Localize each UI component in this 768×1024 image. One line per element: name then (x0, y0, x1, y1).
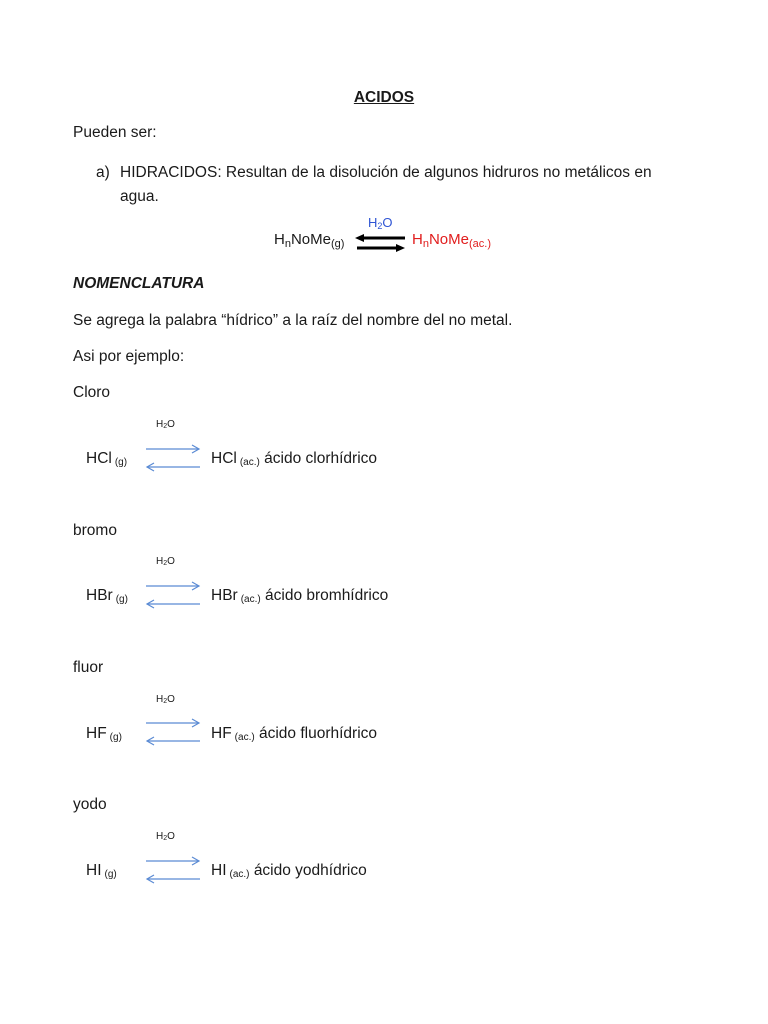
product-body: NoMe (428, 231, 469, 248)
reactant-h: H (274, 231, 285, 248)
product: HF $_{(ac.)}$ ácido fluorhídrico (211, 725, 378, 743)
equilibrium-arrows-icon (146, 580, 202, 608)
product-state: (ac.) (468, 238, 491, 250)
reactant-state: (g) (330, 238, 345, 250)
reactant: HI $_{(g)}$ (86, 862, 117, 880)
element-name: fluor (73, 659, 104, 676)
list-item-hidracidos (96, 161, 696, 209)
acid-name: ácido fluorhídrico (258, 725, 378, 742)
intro-text: Pueden ser: (73, 124, 157, 141)
reactant-n: n (284, 238, 291, 250)
reactant: HBr $_{(g)}$ (86, 587, 128, 605)
general-product (412, 232, 491, 250)
element-name: bromo (73, 522, 117, 539)
list-item-label: a) (96, 164, 110, 181)
element-name: yodo (73, 796, 107, 813)
product-n: n (422, 238, 429, 250)
equilibrium-arrows-icon (146, 717, 202, 745)
nomenclature-heading: NOMENCLATURA (73, 275, 205, 292)
acid-name: ácido bromhídrico (265, 587, 389, 604)
reactant: HCl $_{(g)}$ (86, 450, 128, 468)
general-reactant (274, 232, 344, 250)
solvent-label: H2O (156, 419, 175, 430)
solvent-label: H2O (156, 694, 175, 705)
acid-name: ácido yodhídrico (253, 862, 367, 879)
acid-name: ácido clorhídrico (264, 450, 378, 467)
reactant-body: NoMe (290, 231, 331, 248)
nomenclature-description: Se agrega la palabra “hídrico” a la raíz del nombre del no metal. (73, 312, 513, 329)
equilibrium-arrows-icon (146, 443, 202, 471)
solvent-2: 2 (377, 221, 383, 231)
product: HBr $_{(ac.)}$ ácido bromhídrico (211, 587, 389, 605)
reactant: HF $_{(g)}$ (86, 725, 122, 743)
solvent-label: H2O (156, 556, 175, 567)
equilibrium-arrows-icon (355, 234, 407, 254)
list-item-text: HIDRACIDOS: Resultan de la disolución de algunos hidruros no metálicos en (120, 164, 652, 181)
element-name: Cloro (73, 384, 111, 401)
product: HI $_{(ac.)}$ ácido yodhídrico (211, 862, 367, 880)
example-intro: Asi por ejemplo: (73, 348, 185, 365)
solvent-o: O (382, 215, 393, 230)
product-h: H (412, 231, 423, 248)
equilibrium-arrows-icon (146, 855, 202, 883)
product: HCl $_{(ac.)}$ ácido clorhídrico (211, 450, 378, 468)
list-item-text-continued: agua. (120, 188, 159, 205)
general-solvent-label (368, 216, 393, 231)
solvent-h: H (368, 215, 378, 230)
page-title: ACIDOS (353, 89, 415, 106)
solvent-label: H2O (156, 831, 175, 842)
